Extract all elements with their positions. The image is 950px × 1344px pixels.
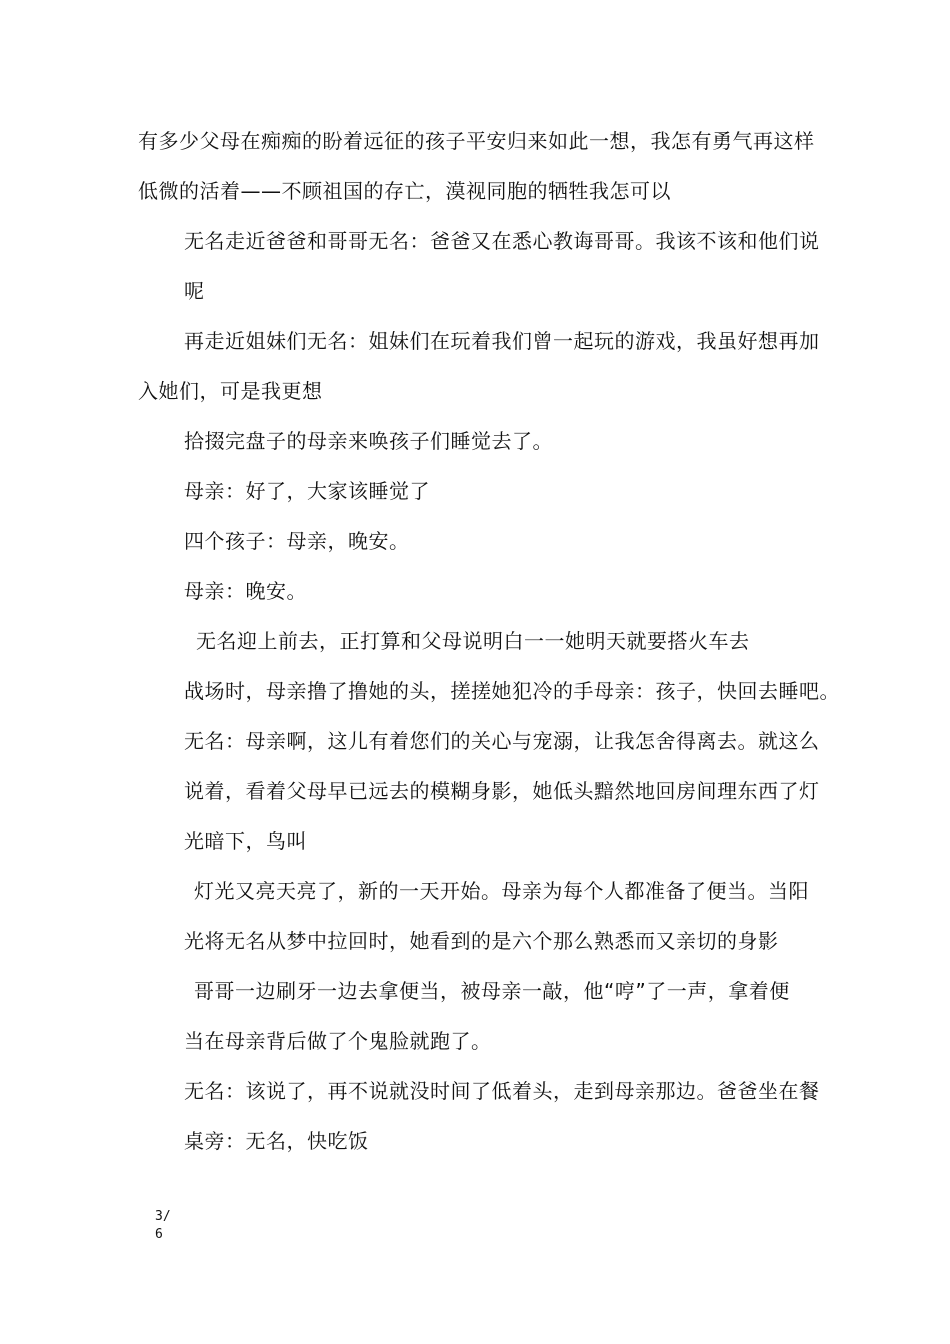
- page-number-current: 3/: [155, 1209, 171, 1224]
- text-line-5: 再走近姐妹们无名：姐妹们在玩着我们曾一起玩的游戏，我虽好想再加: [184, 329, 820, 353]
- text-line-3: 无名走近爸爸和哥哥无名：爸爸又在悉心教诲哥哥。我该不该和他们说: [184, 229, 820, 253]
- page-number-total: 6: [155, 1227, 163, 1242]
- text-line-14: 说着，看着父母早已远去的模糊身影，她低头黯然地回房间理东西了灯: [184, 779, 820, 803]
- text-line-2: 低微的活着——不顾祖国的存亡，漠视同胞的牺牲我怎可以: [138, 179, 671, 203]
- text-line-1: 有多少父母在痴痴的盼着远征的孩子平安归来如此一想，我怎有勇气再这样: [138, 129, 815, 153]
- text-line-11: 无名迎上前去，正打算和父母说明白一一她明天就要搭火车去: [196, 629, 750, 653]
- text-line-6: 入她们，可是我更想: [138, 379, 323, 403]
- text-line-18: 哥哥一边刷牙一边去拿便当，被母亲一敲，他“哼”了一声，拿着便: [194, 979, 790, 1003]
- text-line-20: 无名：该说了，再不说就没时间了低着头，走到母亲那边。爸爸坐在餐: [184, 1079, 820, 1103]
- text-line-16: 灯光又亮天亮了，新的一天开始。母亲为每个人都准备了便当。当阳: [194, 879, 809, 903]
- text-line-15: 光暗下，鸟叫: [184, 829, 307, 853]
- text-line-9: 四个孩子：母亲，晚安。: [184, 529, 410, 553]
- text-line-12: 战场时，母亲撸了撸她的头，搓搓她犯冷的手母亲：孩子，快回去睡吧。: [184, 679, 840, 703]
- text-line-7: 拾掇完盘子的母亲来唤孩子们睡觉去了。: [184, 429, 553, 453]
- text-line-10: 母亲：晚安。: [184, 579, 307, 603]
- text-line-13: 无名：母亲啊，这儿有着您们的关心与宠溺，让我怎舍得离去。就这么: [184, 729, 820, 753]
- text-line-19: 当在母亲背后做了个鬼脸就跑了。: [184, 1029, 492, 1053]
- text-line-17: 光将无名从梦中拉回时，她看到的是六个那么熟悉而又亲切的身影: [184, 929, 779, 953]
- text-line-8: 母亲：好了，大家该睡觉了: [184, 479, 430, 503]
- text-line-21: 桌旁：无名，快吃饭: [184, 1129, 369, 1153]
- text-line-4: 呢: [184, 279, 205, 303]
